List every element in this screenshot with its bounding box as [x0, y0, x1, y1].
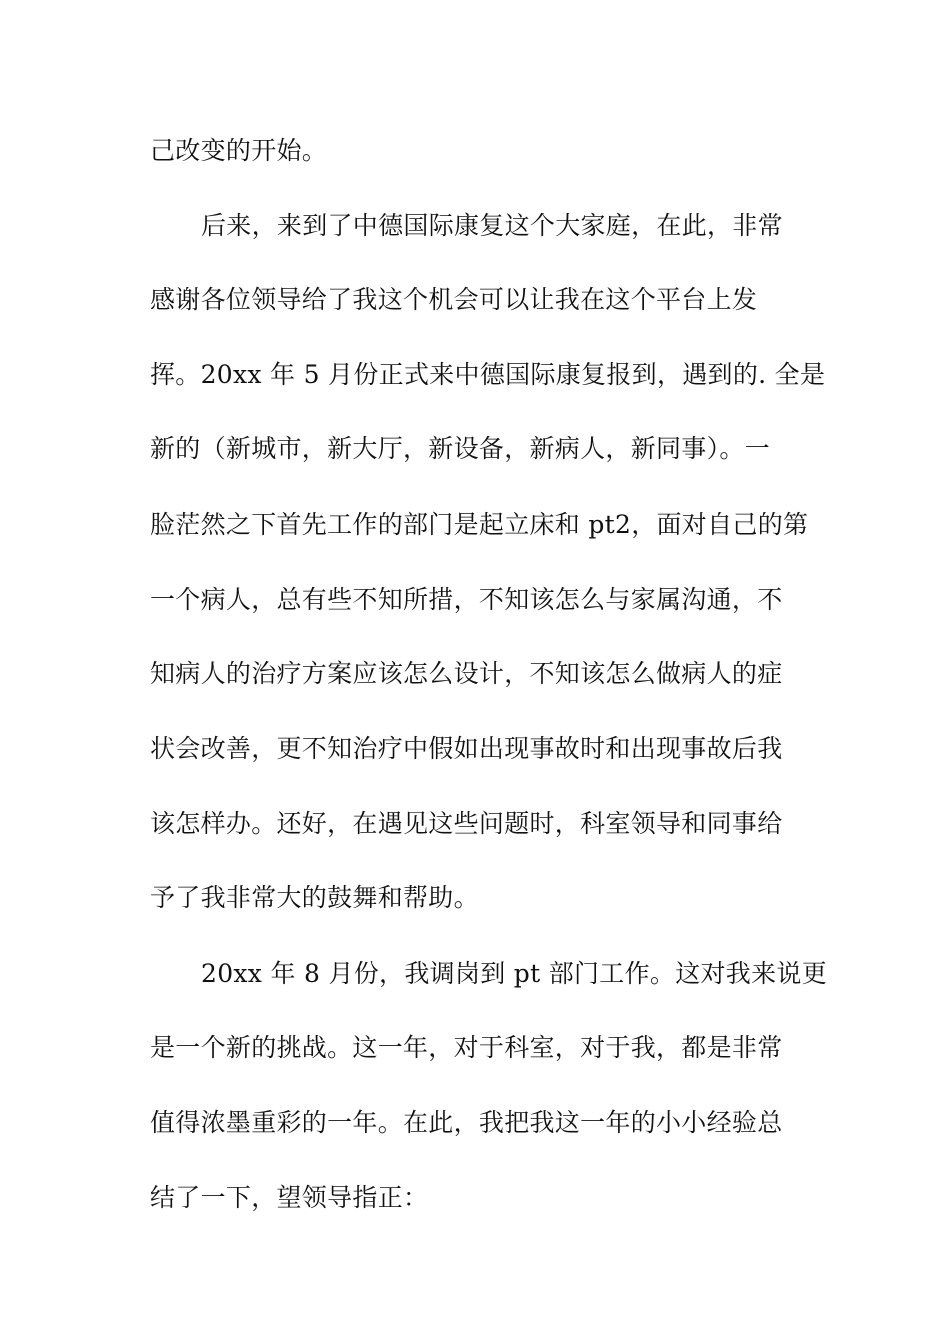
text-line: 结了一下，望领导指正： — [150, 1183, 429, 1212]
text-line: 己改变的开始。 — [150, 136, 328, 165]
text-line: 该怎样办。还好，在遇见这些问题时，科室领导和同事给 — [150, 809, 783, 838]
text-line: 值得浓墨重彩的一年。在此，我把我这一年的小小经验总 — [150, 1108, 783, 1137]
paragraph-start-line: 后来，来到了中德国际康复这个大家庭，在此，非常 — [201, 211, 783, 240]
text-line: 新的（新城市，新大厅，新设备，新病人，新同事）。一 — [150, 434, 771, 463]
text-line: 予了我非常大的鼓舞和帮助。 — [150, 883, 479, 912]
text-line: 感谢各位领导给了我这个机会可以让我在这个平台上发 — [150, 285, 758, 314]
paragraph-start-line: 20xx 年 8 月份，我调岗到 pt 部门工作。这对我来说更 — [201, 959, 828, 988]
text-line: 挥。20xx 年 5 月份正式来中德国际康复报到，遇到的. 全是 — [150, 360, 826, 389]
text-line: 知病人的治疗方案应该怎么设计，不知该怎么做病人的症 — [150, 659, 783, 688]
text-line: 状会改善，更不知治疗中假如出现事故时和出现事故后我 — [150, 734, 783, 763]
text-line: 是一个新的挑战。这一年，对于科室，对于我，都是非常 — [150, 1033, 783, 1062]
text-line: 脸茫然之下首先工作的部门是起立床和 pt2，面对自己的第 — [150, 510, 809, 539]
text-line: 一个病人，总有些不知所措，不知该怎么与家属沟通，不 — [150, 585, 783, 614]
